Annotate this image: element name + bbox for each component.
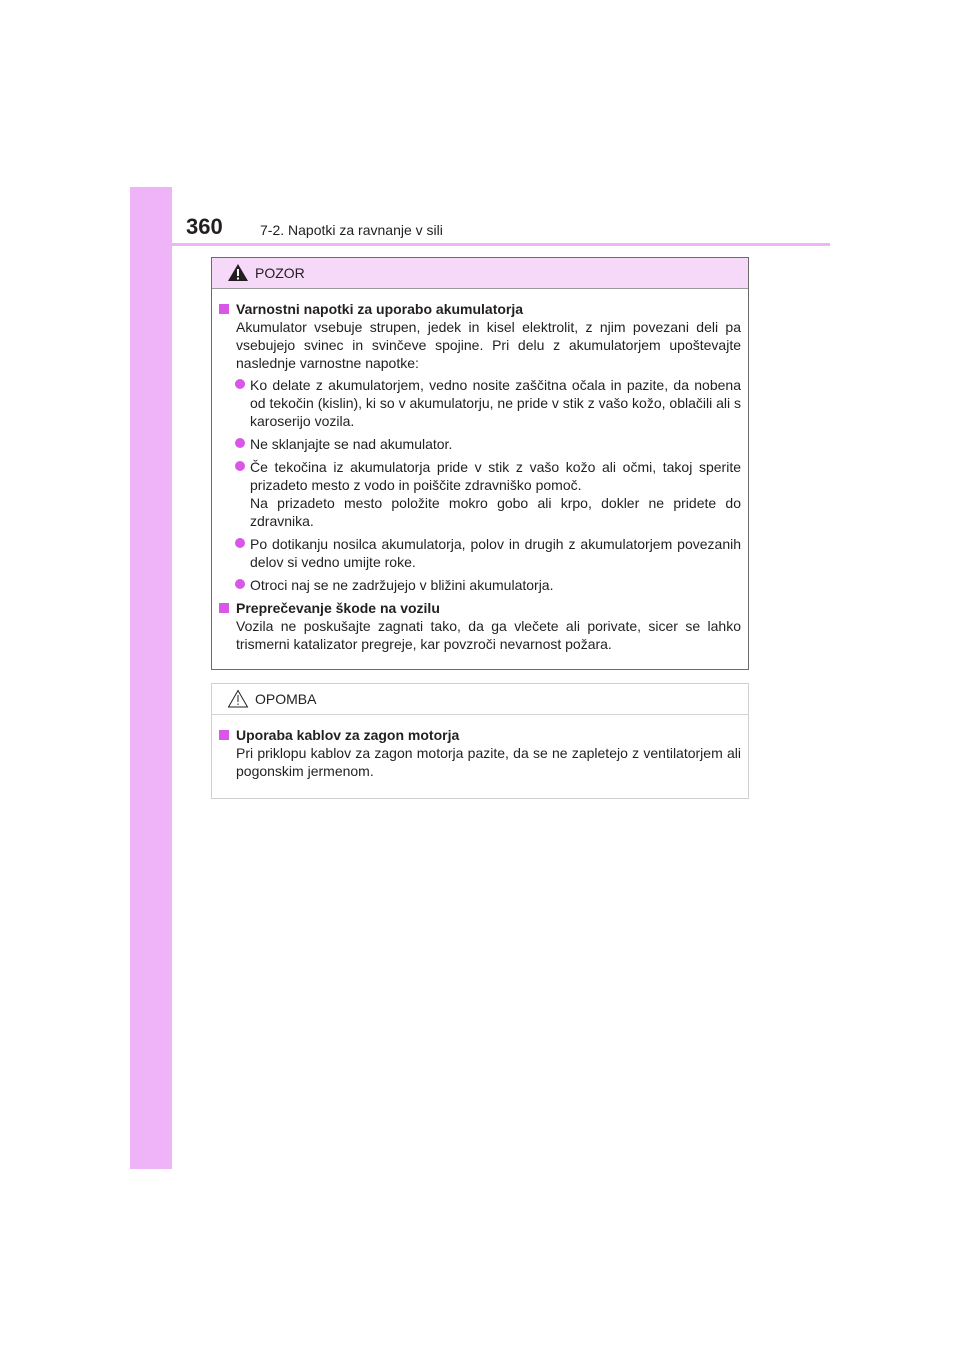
round-bullet-icon xyxy=(235,538,245,548)
section-heading xyxy=(219,726,741,744)
section-heading xyxy=(219,300,741,318)
square-bullet-icon xyxy=(219,603,229,613)
chapter-title: 7-2. Napotki za ravnanje v sili xyxy=(260,222,443,238)
section-heading-text: Varnostni napotki za uporabo akumulatorja xyxy=(236,301,524,317)
section-text: Vozila ne poskušajte zagnati tako, da ga vlečete ali porivate, sicer se lahko trismerni katalizator pregreje, kar povzroči nevarnost požara. xyxy=(236,618,741,652)
warning-triangle-filled-icon xyxy=(227,263,249,287)
section-text: Akumulator vsebuje strupen, jedek in kisel elektrolit, z njim povezani deli pa vsebujejo svinec in svinčeve spojine. Pri delu z akumulatorjem upoštevajte naslednje varnostne napotke: xyxy=(236,319,741,371)
bullet-text: Po dotikanju nosilca akumulatorja, polov in drugih z akumulatorjem povezanih delov si vedno umijte roke. xyxy=(250,536,741,570)
note-title: OPOMBA xyxy=(255,691,317,707)
bullet-text: Ko delate z akumulatorjem, vedno nosite zaščitna očala in pazite, da nobena od tekočin (kislin), ki so v akumulatorju, ne pride v stik z vašo kožo, oblačili ali s karoserijo vozila. xyxy=(250,377,741,429)
round-bullet-icon xyxy=(235,461,245,471)
bullet-text: Ne sklanjajte se nad akumulator. xyxy=(250,436,453,452)
bullet-item xyxy=(219,435,741,453)
content-section xyxy=(219,599,741,653)
warning-title: POZOR xyxy=(255,265,305,281)
round-bullet-icon xyxy=(235,438,245,448)
bullet-item xyxy=(219,458,741,530)
warning-header xyxy=(212,258,748,289)
round-bullet-icon xyxy=(235,379,245,389)
content-section xyxy=(219,726,741,780)
bullet-text: Na prizadeto mesto položite mokro gobo ali krpo, dokler ne pridete do zdravnika. xyxy=(250,495,741,529)
square-bullet-icon xyxy=(219,304,229,314)
content-section xyxy=(219,300,741,594)
section-heading-text: Uporaba kablov za zagon motorja xyxy=(236,727,460,743)
section-text: Pri priklopu kablov za zagon motorja pazite, da se ne zapletejo z ventilatorjem ali pogonskim jermenom. xyxy=(236,745,741,779)
page-number: 360 xyxy=(186,214,223,239)
section-heading-text: Preprečevanje škode na vozilu xyxy=(236,600,440,616)
header-rule xyxy=(172,243,830,246)
round-bullet-icon xyxy=(235,579,245,589)
bullet-item xyxy=(219,576,741,594)
side-tab xyxy=(130,187,172,1169)
note-header xyxy=(212,684,748,715)
note-box xyxy=(211,683,749,799)
warning-content xyxy=(212,289,748,653)
bullet-text: Če tekočina iz akumulatorja pride v stik z vašo kožo ali očmi, takoj sperite prizadeto mesto z vodo in poiščite zdravniško pomoč. xyxy=(250,459,741,493)
square-bullet-icon xyxy=(219,730,229,740)
note-content xyxy=(212,715,748,780)
warning-box xyxy=(211,257,749,670)
caution-triangle-outline-icon xyxy=(227,689,249,713)
bullet-text: Otroci naj se ne zadržujejo v bližini akumulatorja. xyxy=(250,577,554,593)
bullet-item xyxy=(219,535,741,571)
section-heading xyxy=(219,599,741,617)
bullet-item xyxy=(219,376,741,430)
